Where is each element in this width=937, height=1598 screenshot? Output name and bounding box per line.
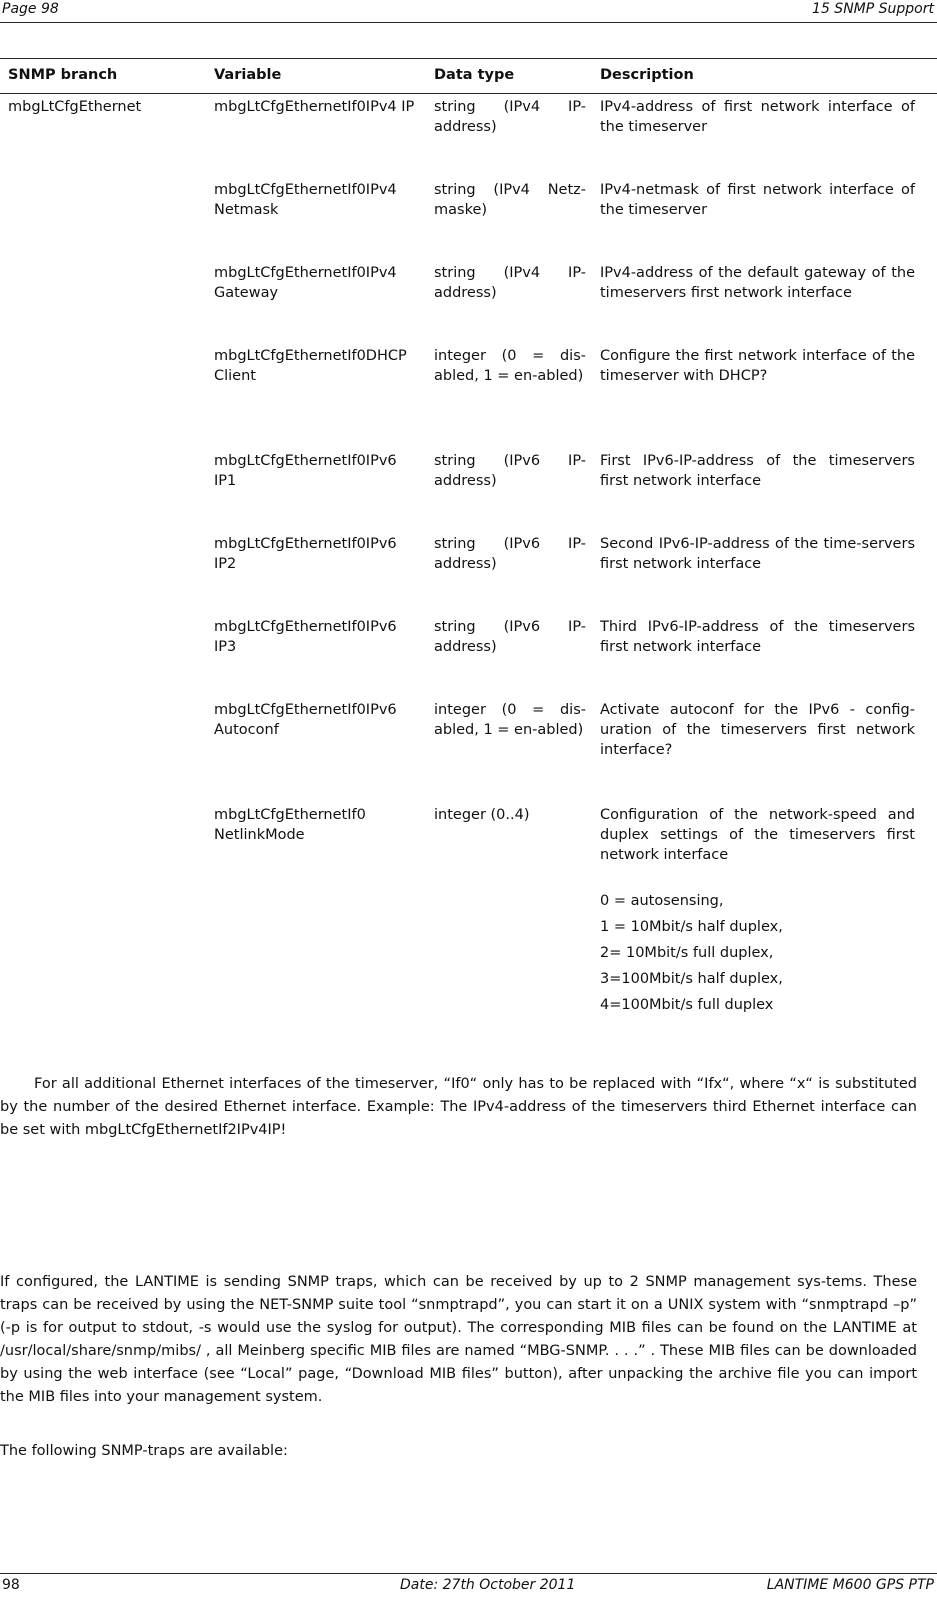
column-header-description: Description — [600, 59, 937, 94]
document-date: Date: 27th October 2011 — [400, 1577, 576, 1593]
variable-cell: mbgLtCfgEthernetIf0IPv6 IP1 — [214, 453, 397, 489]
branch-cell: mbgLtCfgEthernet — [8, 99, 142, 115]
data-type-cell: string (IPv6 IP-address) — [434, 619, 586, 655]
table-row — [0, 177, 937, 260]
table-row — [0, 802, 937, 1018]
page-label: Page 98 — [2, 1, 59, 17]
netlink-option: 0 = autosensing, — [600, 893, 724, 909]
netlink-option: 4=100Mbit/s full duplex — [600, 997, 774, 1013]
netlink-option: 3=100Mbit/s half duplex, — [600, 971, 783, 987]
snmp-traps-paragraph: If configured, the LANTIME is sending SNMP traps, which can be received by up to 2 SNMP management sys-tems. These traps can be received by using the NET-SNMP suite tool “snmptrapd”, you can start it on a UNIX system with “snmptrapd –p” (-p is for output to stdout, -s would use the syslog for output). The corresponding MIB files can be found on the LANTIME at /usr/local/share/snmp/mibs/ , all Meinberg specific MIB files are named “MBG-SNMP. . . .” . These MIB files can be downloaded by using the web interface (see “Local” page, “Download MIB files” button), after unpacking the archive file you can import the MIB files into your management system. — [0, 1274, 917, 1405]
description-cell: Second IPv6-IP-address of the time-servers first network interface — [600, 536, 915, 572]
table-row — [0, 614, 937, 697]
data-type-cell: integer (0 = dis-abled, 1 = en-abled) — [434, 348, 586, 384]
netlink-mode-options — [600, 891, 915, 1018]
data-type-cell: integer (0 = dis-abled, 1 = en-abled) — [434, 702, 586, 738]
table-row — [0, 697, 937, 802]
netlink-option: 2= 10Mbit/s full duplex, — [600, 945, 774, 961]
data-type-cell: integer (0..4) — [434, 807, 530, 823]
data-type-cell: string (IPv4 IP-address) — [434, 99, 586, 135]
table-row — [0, 94, 937, 178]
description-cell: IPv4-address of first network interface of the timeserver — [600, 99, 915, 135]
table-row — [0, 260, 937, 343]
description-cell: First IPv6-IP-address of the timeservers first network interface — [600, 453, 915, 489]
snmp-variable-table — [0, 58, 937, 1018]
column-header-variable: Variable — [214, 59, 434, 94]
page-footer — [0, 1573, 937, 1598]
description-cell — [600, 802, 937, 1018]
data-type-cell: string (IPv6 IP-address) — [434, 453, 586, 489]
data-type-cell: string (IPv4 IP-address) — [434, 265, 586, 301]
data-type-cell: string (IPv6 IP-address) — [434, 536, 586, 572]
table-row — [0, 343, 937, 448]
variable-cell: mbgLtCfgEthernetIf0IPv4 IP — [214, 99, 415, 115]
description-cell: IPv4-address of the default gateway of the timeservers first network interface — [600, 265, 915, 301]
page-number: 98 — [2, 1577, 20, 1593]
description-cell: Activate autoconf for the IPv6 - config-uration of the timeservers first network interface? — [600, 702, 915, 758]
product-name: LANTIME M600 GPS PTP — [766, 1577, 934, 1593]
variable-cell: mbgLtCfgEthernetIf0DHCP Client — [214, 348, 407, 384]
table-row — [0, 448, 937, 531]
page-header — [0, 0, 937, 23]
table-row — [0, 531, 937, 614]
variable-cell: mbgLtCfgEthernetIf0 NetlinkMode — [214, 807, 366, 843]
table-header-row — [0, 59, 937, 94]
column-header-data-type: Data type — [434, 59, 600, 94]
variable-cell: mbgLtCfgEthernetIf0IPv4 Netmask — [214, 182, 397, 218]
description-cell: Configure the first network interface of the timeserver with DHCP? — [600, 348, 915, 384]
interfaces-note-paragraph: For all additional Ethernet interfaces of the timeserver, “If0“ only has to be replaced with “Ifx“, where “x“ is substituted by the number of the desired Ethernet interface. Example: The IPv4-address of the timeservers third Ethernet interface can be set with mbgLtCfgEthernetIf2IPv4IP! — [0, 1076, 917, 1138]
description-cell: IPv4-netmask of first network interface of the timeserver — [600, 182, 915, 218]
traps-available-paragraph: The following SNMP-traps are available: — [0, 1443, 288, 1459]
netlink-option: 1 = 10Mbit/s half duplex, — [600, 919, 783, 935]
variable-cell: mbgLtCfgEthernetIf0IPv6 IP2 — [214, 536, 397, 572]
variable-cell: mbgLtCfgEthernetIf0IPv6 IP3 — [214, 619, 397, 655]
netlink-description: Configuration of the network-speed and duplex settings of the timeservers first network interface — [600, 807, 915, 863]
description-cell: Third IPv6-IP-address of the timeservers first network interface — [600, 619, 915, 655]
column-header-branch: SNMP branch — [0, 59, 214, 94]
variable-cell: mbgLtCfgEthernetIf0IPv4 Gateway — [214, 265, 397, 301]
data-type-cell: string (IPv4 Netz-maske) — [434, 182, 586, 218]
variable-cell: mbgLtCfgEthernetIf0IPv6 Autoconf — [214, 702, 397, 738]
chapter-title: 15 SNMP Support — [812, 1, 934, 17]
